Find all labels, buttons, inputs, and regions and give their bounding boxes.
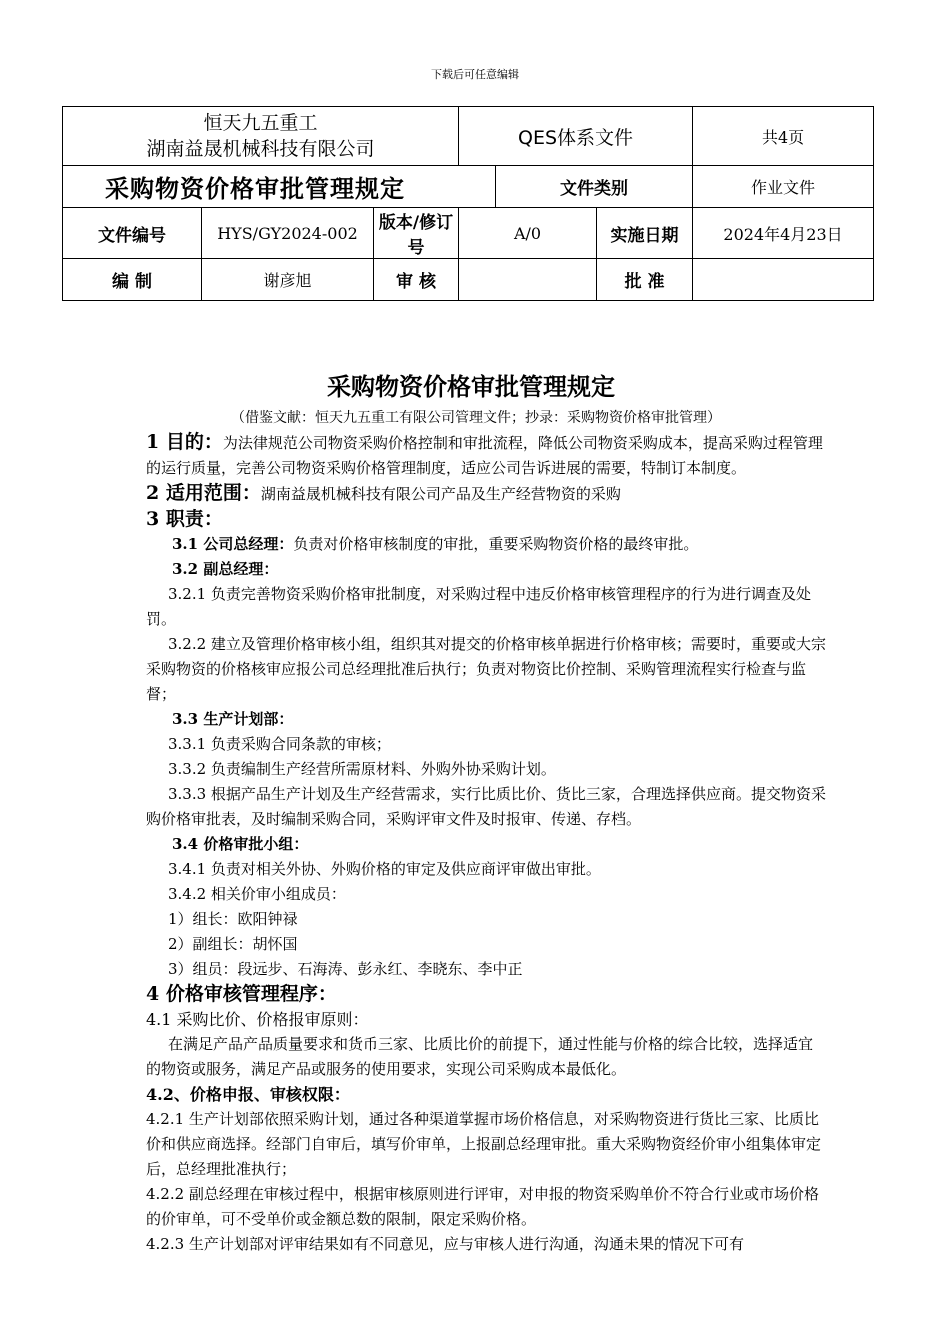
section-1-heading: 1 目的：	[146, 431, 223, 453]
section-4-2-2: 4.2.2 副总经理在审核过程中，根据审核原则进行评审，对申报的物资采购单价不符合行业或市场价格的价审单，可不受单价或金额总数的限制，限定采购价格。	[146, 1185, 819, 1228]
version-value: A/0	[459, 208, 597, 259]
section-3-heading: 3 职责：	[146, 508, 223, 530]
review-label: 审 核	[374, 259, 459, 301]
member-leader: 1）组长：欧阳钟禄	[168, 910, 298, 928]
author-label: 编 制	[63, 259, 202, 301]
file-number-label: 文件编号	[63, 208, 202, 259]
company-name-line2: 湖南益晟机械科技有限公司	[146, 138, 375, 160]
section-3-3-1: 3.3.1 负责采购合同条款的审核；	[168, 735, 391, 753]
document-header-table	[62, 106, 874, 301]
section-3-4-heading: 3.4 价格审批小组：	[172, 835, 309, 853]
review-value	[459, 259, 597, 301]
download-watermark: 下载后可任意编辑	[431, 68, 519, 81]
document-title: 采购物资价格审批管理规定	[63, 166, 496, 208]
approve-value	[693, 259, 874, 301]
section-3-3-2: 3.3.2 负责编制生产经营所需原材料、外购外协采购计划。	[168, 760, 556, 778]
page-count: 共4页	[693, 107, 874, 166]
section-4-2-heading: 4.2、价格申报、审核权限：	[146, 1085, 350, 1104]
section-4-2-1: 4.2.1 生产计划部依照采购计划，通过各种渠道掌握市场价格信息，对采购物资进行货比三家、比质比价和供应商选择。经部门自审后，填写价审单，上报副总经理审批。重大采购物资经价审小组集体审定后，总经理批准执行；	[146, 1110, 822, 1178]
section-4-1-heading: 4.1 采购比价、价格报审原则：	[146, 1010, 369, 1029]
section-2-text: 湖南益晟机械科技有限公司产品及生产经营物资的采购	[260, 485, 621, 503]
date-label: 实施日期	[597, 208, 693, 259]
company-name-line1: 恒天九五重工	[203, 112, 318, 134]
approve-label: 批 准	[597, 259, 693, 301]
section-3-2-1: 3.2.1 负责完善物资采购价格审批制度，对采购过程中违反价格审核管理程序的行为进行调查及处罚。	[146, 585, 811, 628]
section-3-2-heading: 3.2 副总经理：	[172, 560, 279, 578]
reference-note: （借鉴文献：恒天九五重工有限公司管理文件；抄录：采购物资价格审批管理）	[231, 410, 721, 426]
section-3-3-3: 3.3.3 根据产品生产计划及生产经营需求，实行比质比价、货比三家，合理选择供应商。提交物资采购价格审批表，及时编制采购合同，采购评审文件及时报审、传递、存档。	[146, 785, 826, 828]
section-4-2-3: 4.2.3 生产计划部对评审结果如有不同意见，应与审核人进行沟通，沟通未果的情况下可有	[146, 1235, 744, 1253]
section-4-heading: 4 价格审核管理程序：	[146, 983, 337, 1005]
section-3-4-2: 3.4.2 相关价审小组成员：	[168, 885, 346, 903]
section-3-4-1: 3.4.1 负责对相关外协、外购价格的审定及供应商评审做出审批。	[168, 860, 601, 878]
version-label: 版本/修订号	[374, 208, 459, 259]
member-deputy: 2）副组长：胡怀国	[168, 935, 298, 953]
date-value: 2024年4月23日	[693, 208, 874, 259]
system-name: QES体系文件	[459, 107, 693, 166]
section-3-1	[146, 532, 826, 557]
section-2	[146, 481, 826, 507]
category-label: 文件类别	[496, 166, 693, 208]
author-value: 谢彦旭	[202, 259, 374, 301]
section-3-3-heading: 3.3 生产计划部：	[172, 710, 294, 728]
main-title: 采购物资价格审批管理规定	[327, 372, 615, 401]
section-4-1-text: 在满足产品产品质量要求和货币三家、比质比价的前提下，通过性能与价格的综合比较，选择适宜的物资或服务，满足产品或服务的使用要求，实现公司采购成本最低化。	[146, 1035, 814, 1078]
file-number-value: HYS/GY2024-002	[202, 208, 374, 259]
document-body	[146, 368, 826, 1257]
category-value: 作业文件	[693, 166, 874, 208]
section-3-2-2: 3.2.2 建立及管理价格审核小组，组织其对提交的价格审核单据进行价格审核；需要时，重要或大宗采购物资的价格核审应报公司总经理批准后执行；负责对物资比价控制、采购管理流程实行检查与监督；	[146, 635, 826, 703]
section-3-1-heading: 3.1 公司总经理：	[172, 535, 294, 553]
section-1	[146, 430, 826, 481]
member-list: 3）组员：段远步、石海涛、彭永红、李晓东、李中正	[168, 960, 523, 978]
section-2-heading: 2 适用范围：	[146, 482, 261, 504]
section-3-1-text: 负责对价格审核制度的审批，重要采购物资价格的最终审批。	[293, 535, 699, 553]
section-1-text: 为法律规范公司物资采购价格控制和审批流程，降低公司物资采购成本，提高采购过程管理的运行质量，完善公司物资采购价格管理制度，适应公司告诉进展的需要，特制订本制度。	[146, 434, 823, 477]
company-cell	[63, 107, 459, 166]
